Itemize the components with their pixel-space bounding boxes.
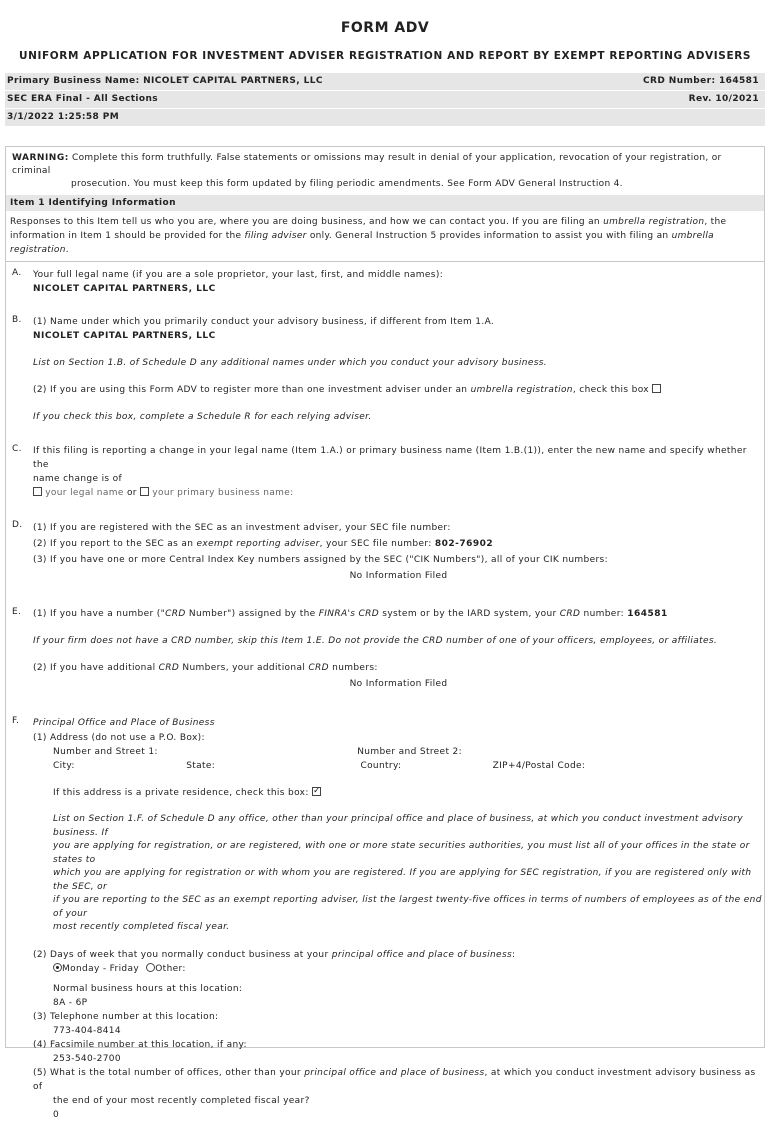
street2-label: Number and Street 2: bbox=[357, 747, 462, 757]
q1-term: CRD bbox=[559, 609, 581, 619]
q1-text: Number") assigned by the bbox=[188, 609, 316, 619]
warning-label: WARNING: bbox=[12, 153, 69, 163]
sec-file-number: 802-76902 bbox=[434, 539, 494, 549]
revision: Rev. 10/2021 bbox=[688, 94, 759, 104]
intro-term: filing adviser bbox=[244, 231, 307, 241]
item-label: B. bbox=[12, 315, 22, 325]
item-1d-q1: (1) If you are registered with the SEC as an investment adviser, your SEC file number: bbox=[33, 523, 451, 533]
intro-term: umbrella registration bbox=[603, 217, 705, 227]
intro-text: , the bbox=[704, 217, 727, 227]
additional-crd-value: No Information Filed bbox=[349, 679, 448, 689]
item-label: E. bbox=[12, 607, 22, 617]
other-radio[interactable] bbox=[146, 963, 155, 972]
item-1f bbox=[6, 716, 764, 1122]
business-name-checkbox[interactable] bbox=[140, 487, 149, 496]
note-line: which you are applying for registration or with whom you are registered. If you are applying for SEC registration, if you are registered only with the SEC, or bbox=[53, 868, 752, 892]
hours-label: Normal business hours at this location: bbox=[53, 983, 243, 994]
item-1e-q2 bbox=[33, 661, 764, 675]
q2-text: (2) If you have additional bbox=[33, 663, 156, 673]
q2-term: CRD bbox=[308, 663, 329, 673]
q1-text: number: bbox=[583, 609, 624, 619]
city-label: City: bbox=[53, 761, 75, 771]
header-row-1 bbox=[5, 73, 765, 90]
q2-text: (2) If you are using this Form ADV to register more than one investment adviser under an bbox=[33, 385, 468, 395]
q1-term: FINRA's CRD bbox=[318, 609, 380, 619]
item-1d bbox=[6, 520, 764, 584]
note-line: if you are reporting to the SEC as an exempt reporting adviser, list the largest twenty-five offices in terms of numbers of employees as of the end of your bbox=[53, 895, 762, 919]
offices-question-2: the end of your most recently completed fiscal year? bbox=[53, 1095, 310, 1106]
item-1e-q1 bbox=[33, 607, 764, 621]
q2-text: , check this box bbox=[572, 385, 649, 395]
days-text: (2) Days of week that you normally conduct business at your bbox=[33, 949, 329, 960]
hours-value: 8A - 6P bbox=[53, 997, 88, 1008]
q2-term: umbrella registration bbox=[470, 385, 573, 395]
address-row-2 bbox=[33, 759, 764, 773]
cik-value: No Information Filed bbox=[349, 571, 448, 581]
item-1f-heading: Principal Office and Place of Business bbox=[33, 718, 215, 728]
header-row-3 bbox=[5, 109, 765, 126]
item-label: A. bbox=[12, 268, 22, 278]
item-1c-options bbox=[33, 486, 764, 500]
warning-text-1: Complete this form truthfully. False statements or omissions may result in denial of your application, revocation of your registration, or criminal bbox=[12, 153, 722, 176]
days-question bbox=[33, 948, 764, 962]
item-1b-q2 bbox=[33, 383, 764, 397]
offices-text: (5) What is the total number of offices, other than your bbox=[33, 1067, 301, 1078]
phone-label: (3) Telephone number at this location: bbox=[33, 1011, 219, 1022]
item-1e bbox=[6, 607, 764, 691]
crd-value: 164581 bbox=[627, 609, 668, 619]
item-1b-note1: List on Section 1.B. of Schedule D any additional names under which you conduct your advisory business. bbox=[33, 358, 548, 368]
item-label: C. bbox=[12, 444, 22, 454]
or-text: or bbox=[126, 488, 137, 498]
private-residence-label: If this address is a private residence, check this box: bbox=[53, 788, 309, 798]
item-label: F. bbox=[12, 716, 20, 726]
q2-text: Numbers, your additional bbox=[182, 663, 306, 673]
intro-term: umbrella registration bbox=[10, 231, 714, 255]
item-1a-question: Your full legal name (if you are a sole proprietor, your last, first, and middle names): bbox=[33, 270, 444, 280]
header-block bbox=[5, 73, 765, 126]
warning-text-2: prosecution. You must keep this form updated by filing periodic amendments. See Form ADV General Instruction 4. bbox=[71, 179, 623, 189]
item-1f-note bbox=[33, 813, 764, 935]
intro-text: only. General Instruction 5 provides information to assist you with filing an bbox=[309, 231, 669, 241]
q1-text: system or by the IARD system, your bbox=[382, 609, 557, 619]
offices-text: , at which you conduct investment advisory business as of bbox=[33, 1067, 756, 1092]
item-1a bbox=[6, 268, 764, 296]
item-1d-q3: (3) If you have one or more Central Index Key numbers assigned by the SEC ("CIK Numbers"), all of your CIK numbers: bbox=[33, 555, 608, 565]
item-label: D. bbox=[12, 520, 23, 530]
phone-value: 773-404-8414 bbox=[53, 1025, 121, 1036]
note-line: List on Section 1.F. of Schedule D any office, other than your principal office and place of business, at which you conduct investment advisory business. If bbox=[53, 814, 744, 838]
item-1b-q1: (1) Name under which you primarily conduct your advisory business, if different from Item 1.A. bbox=[33, 317, 495, 327]
days-text: : bbox=[512, 949, 516, 960]
business-name: Primary Business Name: NICOLET CAPITAL PARTNERS, LLC bbox=[7, 76, 323, 86]
item-1c bbox=[6, 444, 764, 500]
item-1b-note2: If you check this box, complete a Schedule R for each relying adviser. bbox=[33, 412, 372, 422]
item-1b bbox=[6, 315, 764, 424]
legal-name-checkbox[interactable] bbox=[33, 487, 42, 496]
warning-block bbox=[6, 147, 764, 195]
filing-type: SEC ERA Final - All Sections bbox=[7, 94, 159, 104]
q1-text: (1) If you have a number (" bbox=[33, 609, 166, 619]
monday-friday-label: Monday - Friday bbox=[62, 963, 140, 974]
offices-term: principal office and place of business bbox=[304, 1067, 485, 1078]
other-label: Other: bbox=[155, 963, 186, 974]
crd-number: CRD Number: 164581 bbox=[643, 76, 759, 86]
monday-friday-radio[interactable] bbox=[53, 963, 62, 972]
item1-heading: Item 1 Identifying Information bbox=[6, 195, 764, 211]
zip-label: ZIP+4/Postal Code: bbox=[492, 761, 586, 771]
item-1d-q2 bbox=[33, 536, 764, 552]
timestamp: 3/1/2022 1:25:58 PM bbox=[7, 112, 120, 122]
q2-term: exempt reporting adviser bbox=[196, 539, 320, 549]
address-label: (1) Address (do not use a P.O. Box): bbox=[33, 733, 205, 743]
days-term: principal office and place of business bbox=[331, 949, 513, 960]
q2-text: numbers: bbox=[332, 663, 378, 673]
address-row-1 bbox=[33, 745, 764, 759]
fax-value: 253-540-2700 bbox=[53, 1053, 121, 1064]
intro-text: . bbox=[65, 245, 69, 255]
item-1c-q2: name change is of bbox=[33, 474, 123, 484]
private-residence-checkbox[interactable] bbox=[312, 787, 321, 796]
street1-label: Number and Street 1: bbox=[53, 747, 158, 757]
state-label: State: bbox=[186, 761, 216, 771]
days-options bbox=[33, 962, 764, 976]
item-1c-q1: If this filing is reporting a change in your legal name (Item 1.A.) or primary business name (Item 1.B.(1)), enter the new name and specify whether the bbox=[33, 446, 747, 470]
intro-text: Responses to this Item tell us who you are, where you are doing business, and how we can contact you. If you are filing an bbox=[10, 217, 600, 227]
item-1e-note: If your firm does not have a CRD number, skip this Item 1.E. Do not provide the CRD number of one of your officers, employees, or affiliates. bbox=[33, 636, 718, 646]
fax-label: (4) Facsimile number at this location, if any: bbox=[33, 1039, 247, 1050]
q2-text: , your SEC file number: bbox=[319, 539, 432, 549]
note-line: most recently completed fiscal year. bbox=[53, 922, 230, 932]
q2-term: CRD bbox=[158, 663, 180, 673]
form-title: FORM ADV bbox=[340, 20, 430, 36]
private-residence-row bbox=[33, 786, 764, 800]
form-body bbox=[5, 146, 765, 1120]
offices-question bbox=[33, 1066, 764, 1094]
country-label: Country: bbox=[360, 761, 402, 771]
q1-term: CRD bbox=[165, 609, 186, 619]
item1-intro bbox=[6, 211, 764, 262]
legal-name-value: NICOLET CAPITAL PARTNERS, LLC bbox=[33, 284, 216, 294]
legal-name-option: your legal name bbox=[45, 488, 124, 498]
intro-text: information in Item 1 should be provided for the bbox=[10, 231, 242, 241]
umbrella-checkbox[interactable] bbox=[652, 384, 661, 393]
q2-text: (2) If you report to the SEC as an bbox=[33, 539, 194, 549]
header-row-2 bbox=[5, 91, 765, 108]
note-line: you are applying for registration, or are registered, with one or more state securities authorities, you must list all of your offices in the state or states to bbox=[53, 841, 750, 865]
offices-value: 0 bbox=[53, 1109, 60, 1120]
business-name-option: your primary business name: bbox=[152, 488, 294, 498]
business-name-value: NICOLET CAPITAL PARTNERS, LLC bbox=[33, 331, 216, 341]
form-subtitle: UNIFORM APPLICATION FOR INVESTMENT ADVISER REGISTRATION AND REPORT BY EXEMPT REPORTING ADVISERS bbox=[18, 50, 752, 62]
